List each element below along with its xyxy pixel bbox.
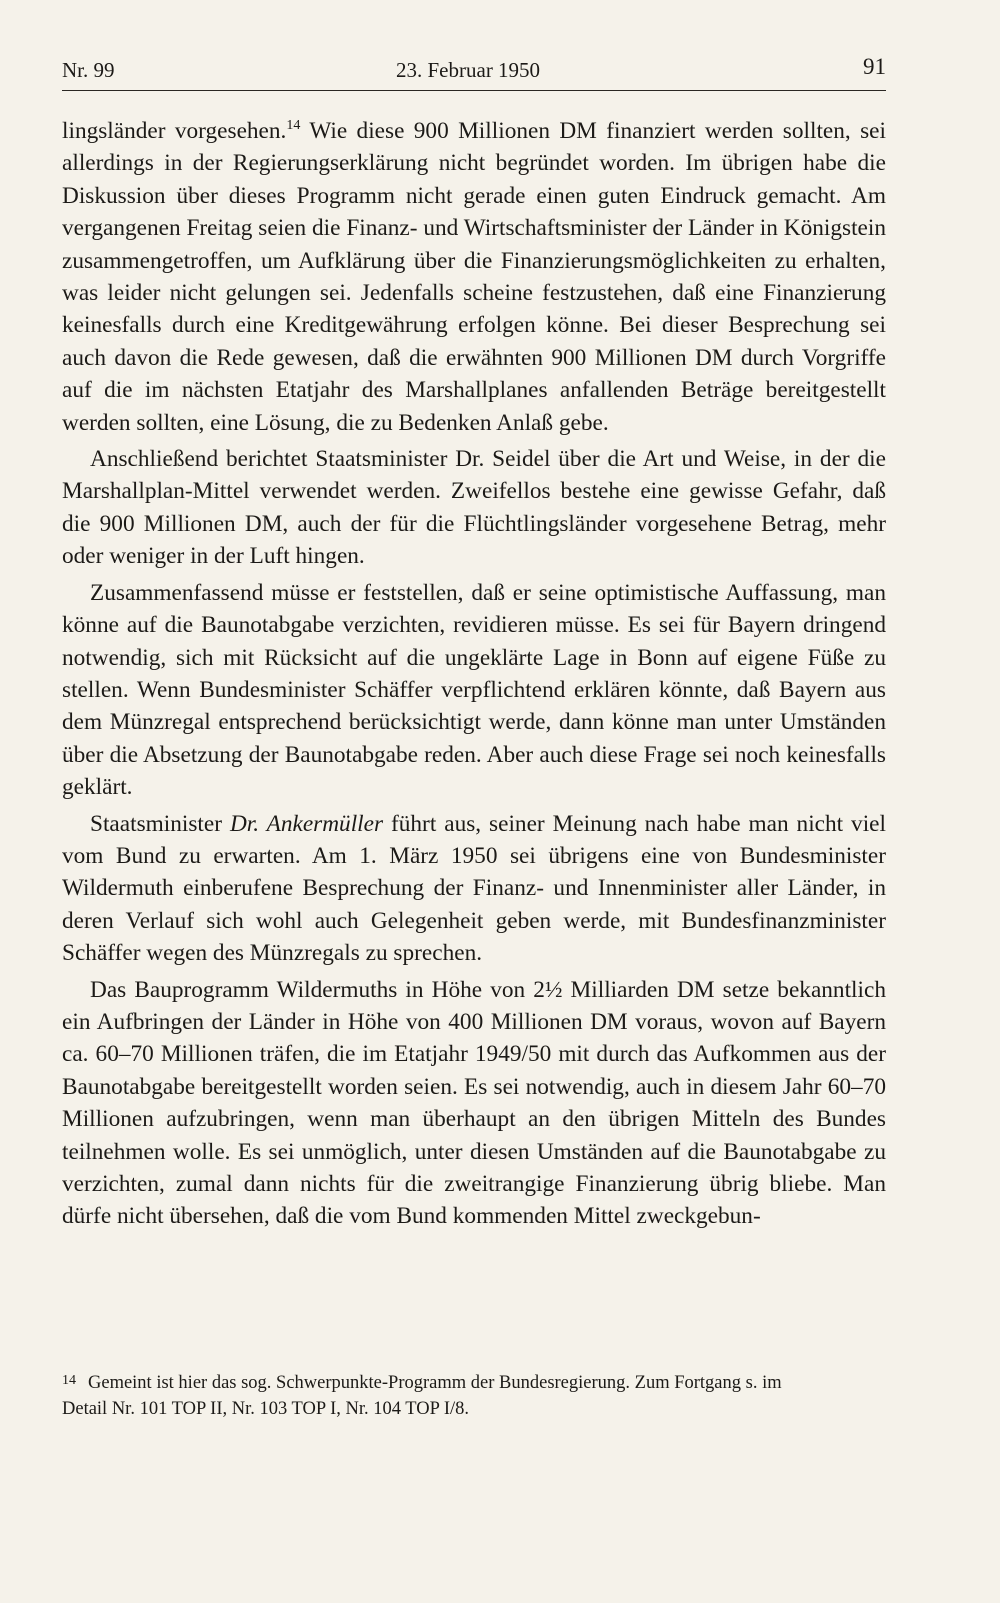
body-text: [62, 115, 886, 1233]
paragraph-3: Zusammenfassend müsse er feststellen, daß er seine optimistische Auffassung, man könne auf die Baunotabgabe verzichten, revidieren müsse. Es sei für Bayern dringend notwendig, sich mit Rücksicht auf die ungeklärte Lage in Bonn auf eigene Füße zu stellen. Wenn Bundesminister Schäffer verpflichtend erklären könnte, daß Bayern aus dem Münzregal entsprechend berücksichtigt werde, dann könne man unter Umständen über die Absetzung der Baunotabgabe reden. Aber auch diese Frage sei noch keinesfalls geklärt.: [62, 579, 886, 801]
footnote-line-2: Detail Nr. 101 TOP II, Nr. 103 TOP I, Nr. 104 TOP I/8.: [62, 1399, 470, 1419]
paragraph-1-start: lingsländer vorgesehen.: [62, 118, 287, 144]
paragraph-4: [62, 808, 886, 970]
footnote-mark: 14: [62, 1373, 76, 1388]
running-header: [62, 52, 886, 92]
footnote-line-1: Gemeint ist hier das sog. Schwerpunkte-Programm der Bundesregierung. Zum Fortgang s. im: [88, 1373, 782, 1393]
header-date: 23. Februar 1950: [396, 58, 541, 82]
paragraph-1-rest: Wie diese 900 Millionen DM finanziert werden sollten, sei allerdings in der Regierungserklärung nicht begründet worden. Im übrigen habe die Diskussion über dieses Programm nicht gerade einen guten Eindruck gemacht. Am vergangenen Freitag seien die Finanz- und Wirtschaftsminister der Länder in Königstein zusammengetroffen, um Aufklärung über die Finanzierungsmöglichkeiten zu erhalten, was leider nicht gelungen sei. Jedenfalls scheine festzustehen, daß eine Finanzierung keinesfalls durch eine Kreditgewährung erfolgen könne. Bei dieser Besprechung sei auch davon die Rede gewesen, daß die erwähnten 900 Millionen DM durch Vorgriffe auf die im nächsten Etatjahr des Marshallplanes anfallenden Beträge bereitgestellt werden sollten, eine Lösung, die zu Bedenken Anlaß gebe.: [62, 118, 886, 436]
footnote-ref-14[interactable]: 14: [286, 118, 301, 133]
page-number: 91: [863, 54, 886, 79]
document-number: Nr. 99: [62, 58, 115, 82]
speaker-name: Dr. Ankermüller: [229, 810, 384, 837]
paragraph-1: [62, 115, 886, 439]
footnote-14: [62, 1370, 886, 1422]
paragraph-4-rest: führt aus, seiner Meinung nach habe man nicht viel vom Bund zu erwarten. Am 1. März 1950 sei übrigens eine von Bundesminister Wildermuth einberufene Besprechung der Finanz- und Innenminister aller Länder, in deren Verlauf sich wohl auch Gelegenheit geben werde, mit Bundesfinanzminister Schäffer wegen des Münzregals zu sprechen.: [62, 810, 886, 967]
paragraph-5: Das Bauprogramm Wildermuths in Höhe von 2½ Milliarden DM setze bekanntlich ein Aufbringen der Länder in Höhe von 400 Millionen DM voraus, wovon auf Bayern ca. 60–70 Millionen träfen, die im Etatjahr 1949/50 mit durch das Aufkommen aus der Baunotabgabe bereitgestellt worden seien. Es sei notwendig, auch in diesem Jahr 60–70 Millionen aufzubringen, wenn man überhaupt an den übrigen Mitteln des Bundes teilnehmen wolle. Es sei unmöglich, unter diesen Umständen auf die Baunotabgabe zu verzichten, zumal dann nichts für die zweitrangige Finanzierung übrig bliebe. Man dürfe nicht übersehen, daß die vom Bund kommenden Mittel zweckgebun-: [62, 976, 886, 1230]
paragraph-4-lead: Staatsminister: [90, 810, 230, 837]
paragraph-2: Anschließend berichtet Staatsminister Dr. Seidel über die Art und Weise, in der die Marshallplan-Mittel verwendet werden. Zweifellos bestehe eine gewisse Gefahr, daß die 900 Millionen DM, auch der für die Flüchtlingsländer vorgesehene Betrag, mehr oder weniger in der Luft hingen.: [62, 446, 886, 570]
header-rule: [62, 90, 886, 91]
